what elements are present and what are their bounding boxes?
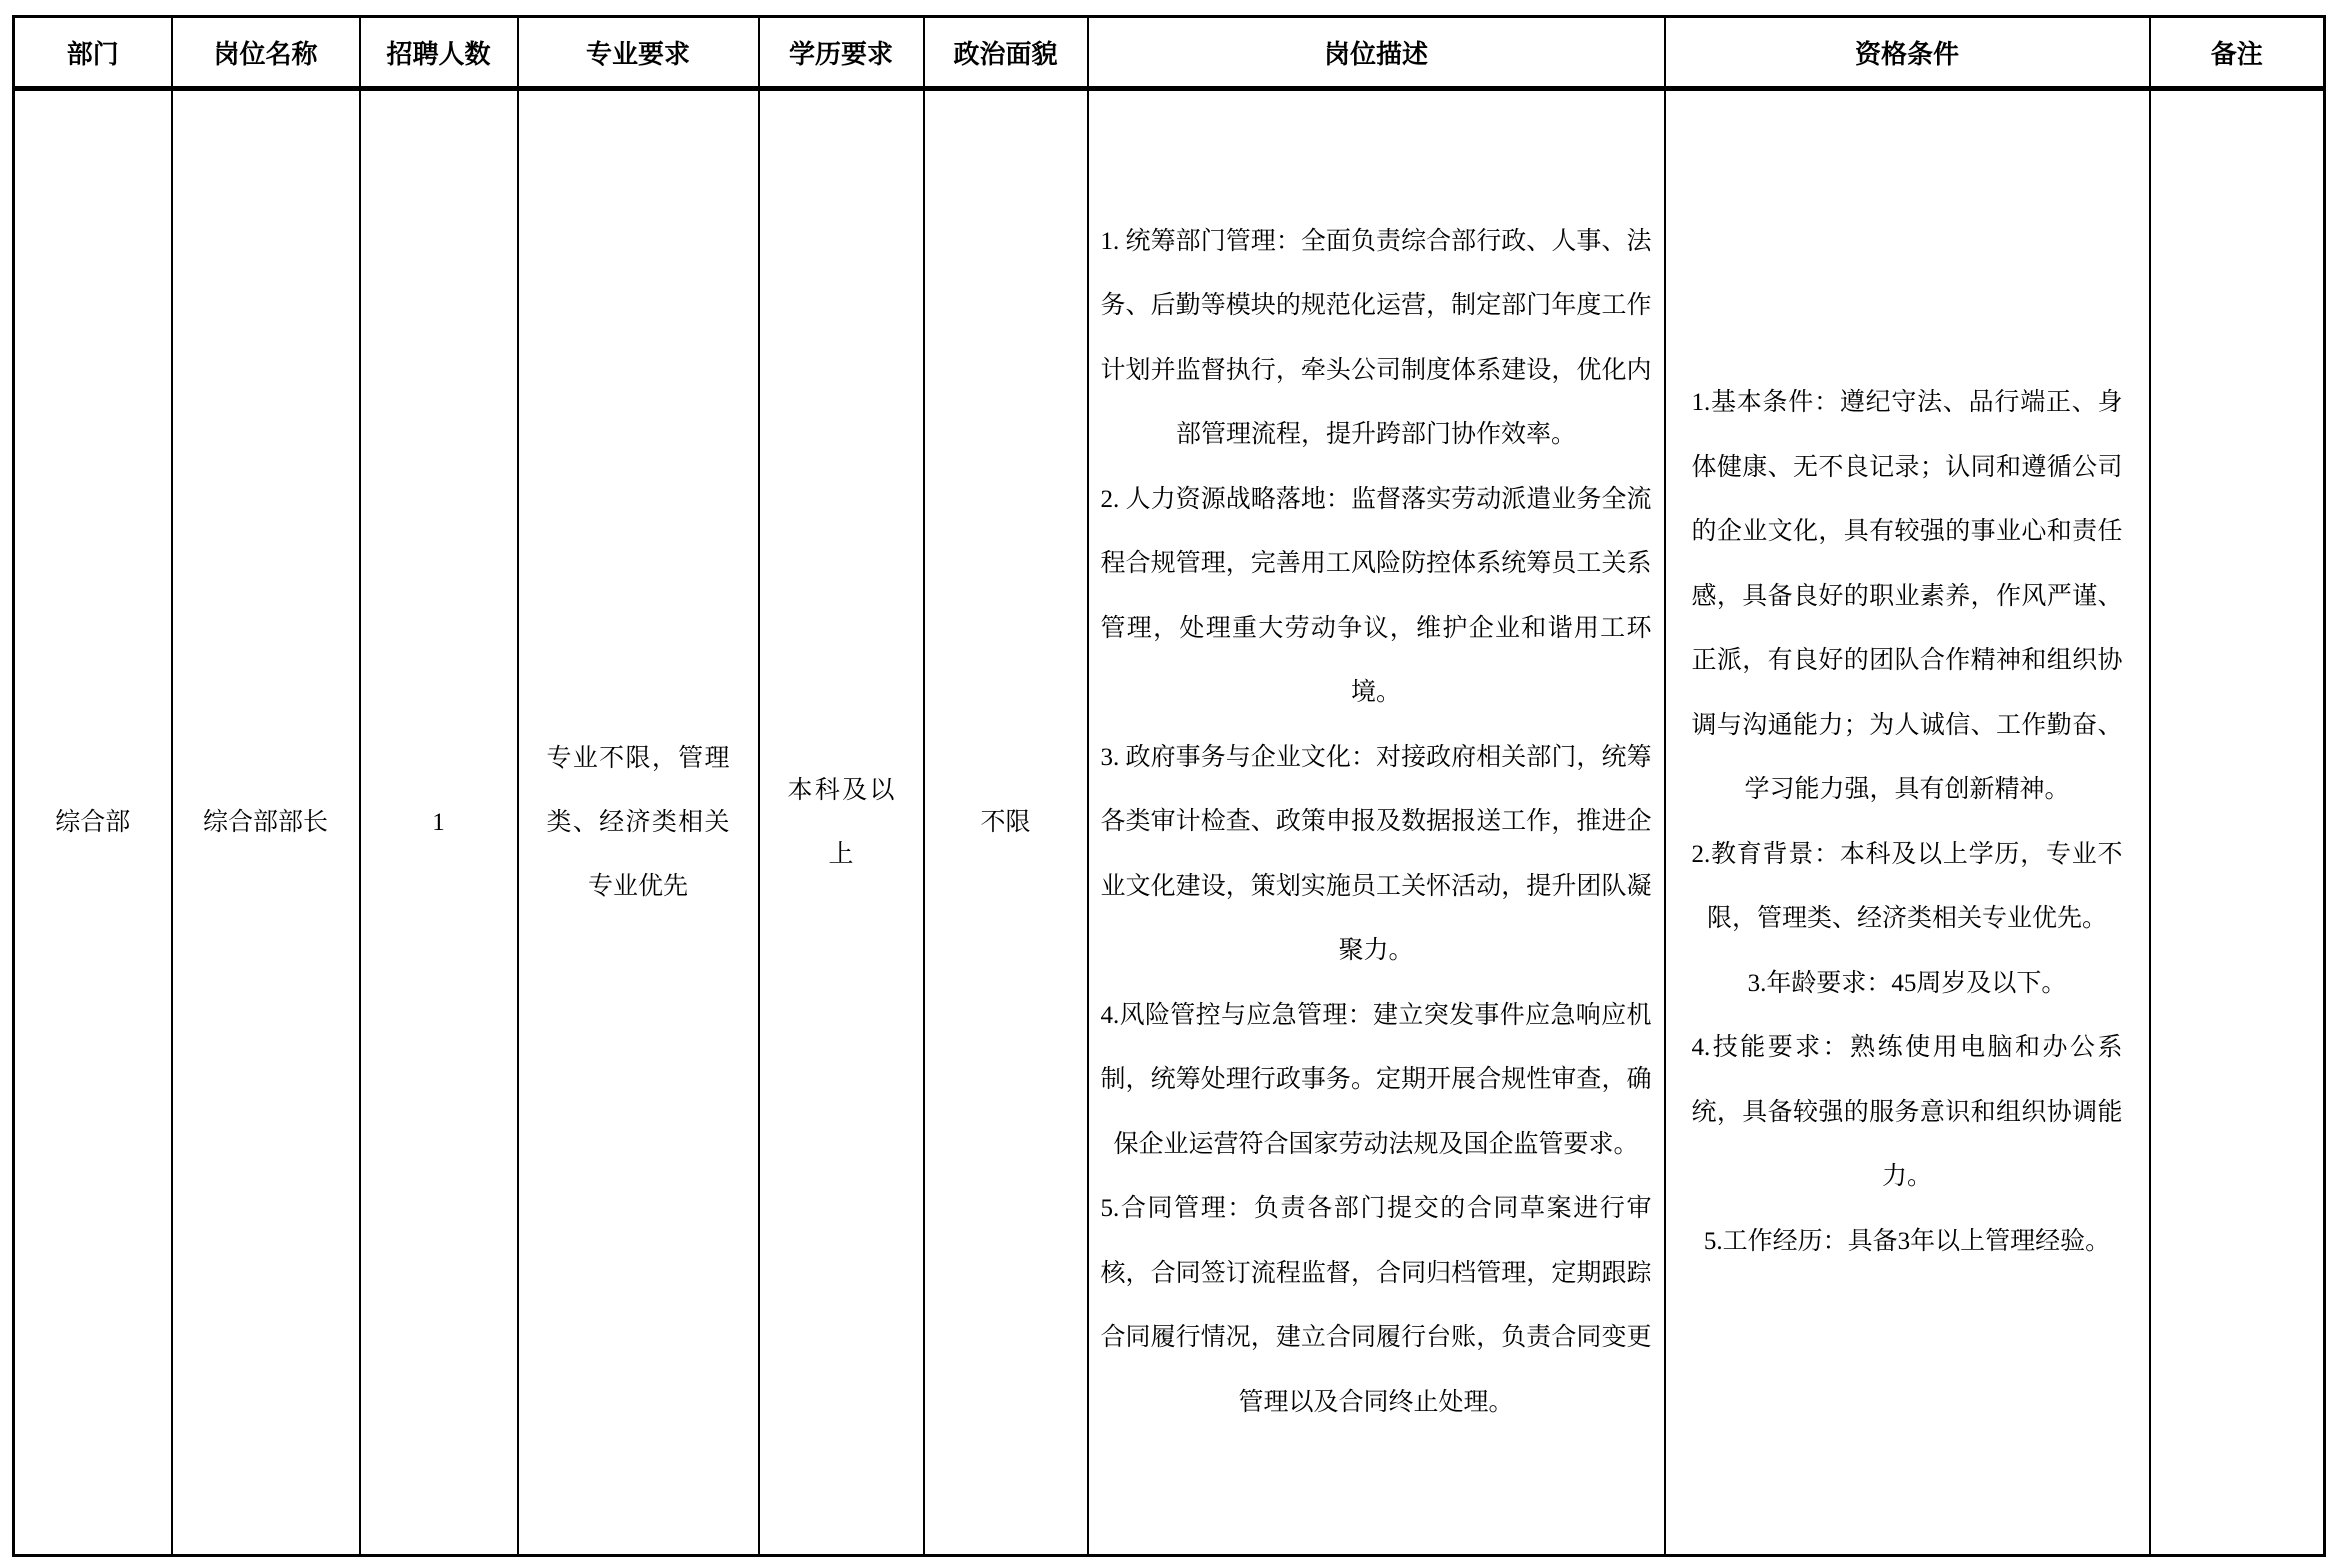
major-requirement-text: 专业不限，管理类、经济类相关专业优先 [546, 744, 730, 900]
paragraph: 4.风险管控与应急管理：建立突发事件应急响应机制，统筹处理行政事务。定期开展合规性审查，确保企业运营符合国家劳动法规及国企监管要求。 [1100, 1001, 1652, 1158]
cell-political-status: 不限 [924, 89, 1088, 1556]
paragraph: 4.技能要求：熟练使用电脑和办公系统，具备较强的服务意识和组织协调能力。 [1691, 1034, 2123, 1190]
paragraph: 1.基本条件：遵纪守法、品行端正、身体健康、无不良记录；认同和遵循公司的企业文化，具有较强的事业心和责任感，具备良好的职业素养，作风严谨、正派，有良好的团队合作精神和组织协调与沟通能力；为人诚信、工作勤奋、学习能力强，具有创新精神。 [1691, 389, 2123, 803]
cell-job-description [1088, 89, 1665, 1556]
header-job-description: 岗位描述 [1088, 17, 1665, 89]
paragraph: 5.合同管理：负责各部门提交的合同草案进行审核，合同签订流程监督，合同归档管理，定期跟踪合同履行情况，建立合同履行台账，负责合同变更管理以及合同终止处理。 [1100, 1195, 1652, 1416]
header-remark: 备注 [2150, 17, 2325, 89]
cell-education-requirement [759, 89, 924, 1556]
header-major-requirement: 专业要求 [518, 17, 759, 89]
paragraph: 3. 政府事务与企业文化：对接政府相关部门，统筹各类审计检查、政策申报及数据报送工作，推进企业文化建设，策划实施员工关怀活动，提升团队凝聚力。 [1100, 743, 1652, 965]
table-row [14, 89, 2325, 1556]
recruitment-table [12, 15, 2326, 1557]
job-description-paragraphs [1101, 210, 1652, 1436]
cell-recruit-count: 1 [360, 89, 518, 1556]
header-department: 部门 [14, 17, 172, 89]
education-requirement-text: 本科及以上 [787, 776, 895, 868]
cell-department: 综合部 [14, 89, 172, 1556]
paragraph: 1. 统筹部门管理：全面负责综合部行政、人事、法务、后勤等模块的规范化运营，制定部门年度工作计划并监督执行，牵头公司制度体系建设，优化内部管理流程，提升跨部门协作效率。 [1100, 227, 1652, 449]
cell-position-name: 综合部部长 [172, 89, 360, 1556]
cell-major-requirement [518, 89, 759, 1556]
header-education-requirement: 学历要求 [759, 17, 924, 89]
cell-qualifications [1665, 89, 2150, 1556]
cell-remark [2150, 89, 2325, 1556]
header-political-status: 政治面貌 [924, 17, 1088, 89]
paragraph: 2. 人力资源战略落地：监督落实劳动派遣业务全流程合规管理，完善用工风险防控体系统筹员工关系管理，处理重大劳动争议，维护企业和谐用工环境。 [1100, 485, 1652, 707]
paragraph: 5.工作经历：具备3年以上管理经验。 [1703, 1227, 2111, 1255]
paragraph: 2.教育背景：本科及以上学历，专业不限，管理类、经济类相关专业优先。 [1691, 840, 2123, 932]
header-recruit-count: 招聘人数 [360, 17, 518, 89]
header-qualifications: 资格条件 [1665, 17, 2150, 89]
paragraph: 3.年龄要求：45周岁及以下。 [1747, 969, 2067, 997]
header-row [14, 17, 2325, 89]
header-position-name: 岗位名称 [172, 17, 360, 89]
qualification-paragraphs [1692, 371, 2123, 1274]
